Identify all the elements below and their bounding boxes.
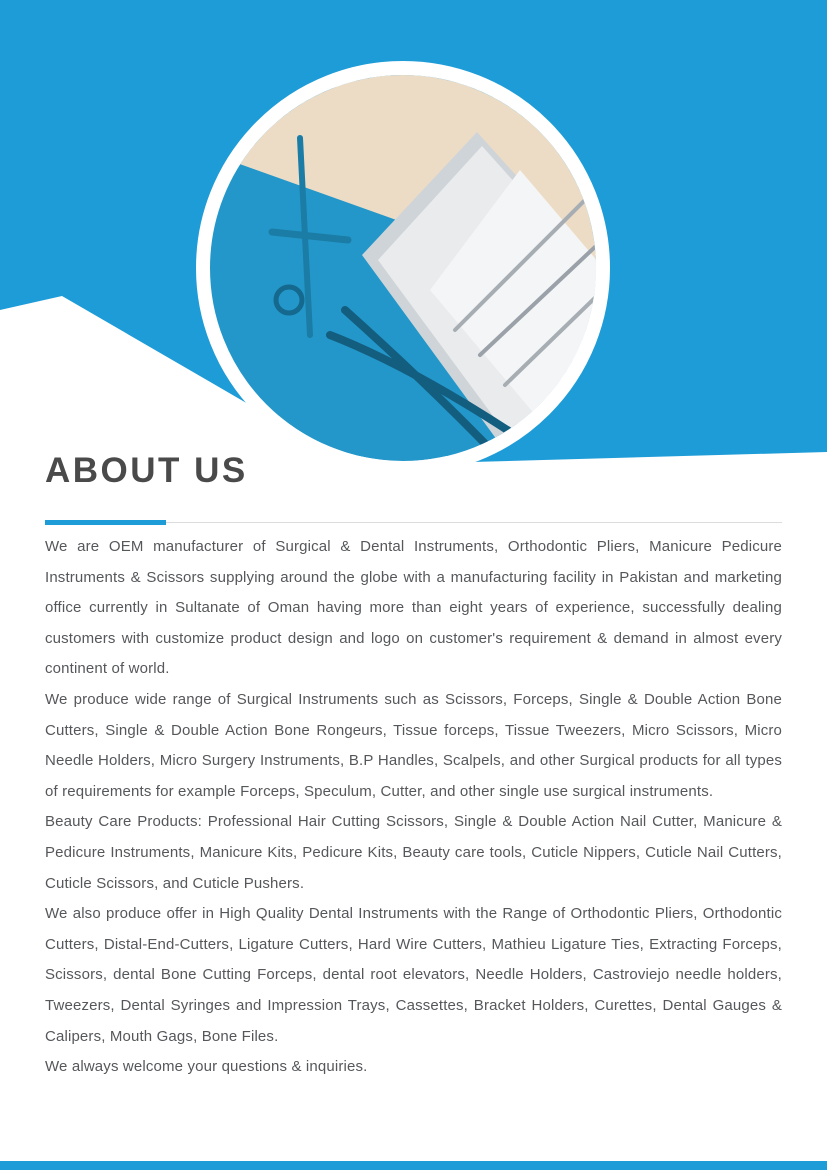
- about-section: [45, 450, 782, 1083]
- about-paragraph: We also produce offer in High Quality Dental Instruments with the Range of Orthodontic Pliers, Orthodontic Cutters, Distal-End-Cutters, Ligature Cutters, Hard Wire Cutters, Mathieu Ligature Ties, Extracting Forceps, Scissors, dental Bone Cutting Forceps, dental root elevators, Needle Holders, Castroviejo needle holders, Tweezers, Dental Syringes and Impression Trays, Cassettes, Bracket Holders, Curettes, Dental Gauges & Calipers, Mouth Gags, Bone Files.: [45, 905, 782, 1045]
- title-divider: [45, 522, 782, 523]
- about-paragraph: Beauty Care Products: Professional Hair Cutting Scissors, Single & Double Action Nail Cutter, Manicure & Pedicure Instruments, Manicure Kits, Pedicure Kits, Beauty care tools, Cuticle Nippers, Cuticle Nail Cutters, Cuticle Scissors, and Cuticle Pushers.: [45, 813, 782, 892]
- about-paragraph: We are OEM manufacturer of Surgical & Dental Instruments, Orthodontic Pliers, Manicure Pedicure Instruments & Scissors supplying around the globe with a manufacturing facility in Pakistan and marketing office currently in Sultanate of Oman having more than eight years of experience, successfully dealing customers with customize product design and logo on customer's requirement & demand in almost every continent of world.: [45, 538, 782, 678]
- about-paragraph: We always welcome your questions & inquiries.: [45, 1058, 368, 1076]
- footer-bar: [0, 1161, 827, 1170]
- title-accent-underline: [45, 520, 166, 525]
- about-paragraph: We produce wide range of Surgical Instruments such as Scissors, Forceps, Single & Double Action Bone Cutters, Single & Double Action Bone Rongeurs, Tissue forceps, Tissue Tweezers, Micro Scissors, Micro Needle Holders, Micro Surgery Instruments, B.P Handles, Scalpels, and other Surgical products for all types of requirements for example Forceps, Speculum, Cutter, and other single use surgical instruments.: [45, 690, 782, 800]
- about-paragraphs: [45, 532, 782, 1083]
- page-title: ABOUT US: [45, 451, 248, 490]
- hero-graphic: [0, 0, 827, 480]
